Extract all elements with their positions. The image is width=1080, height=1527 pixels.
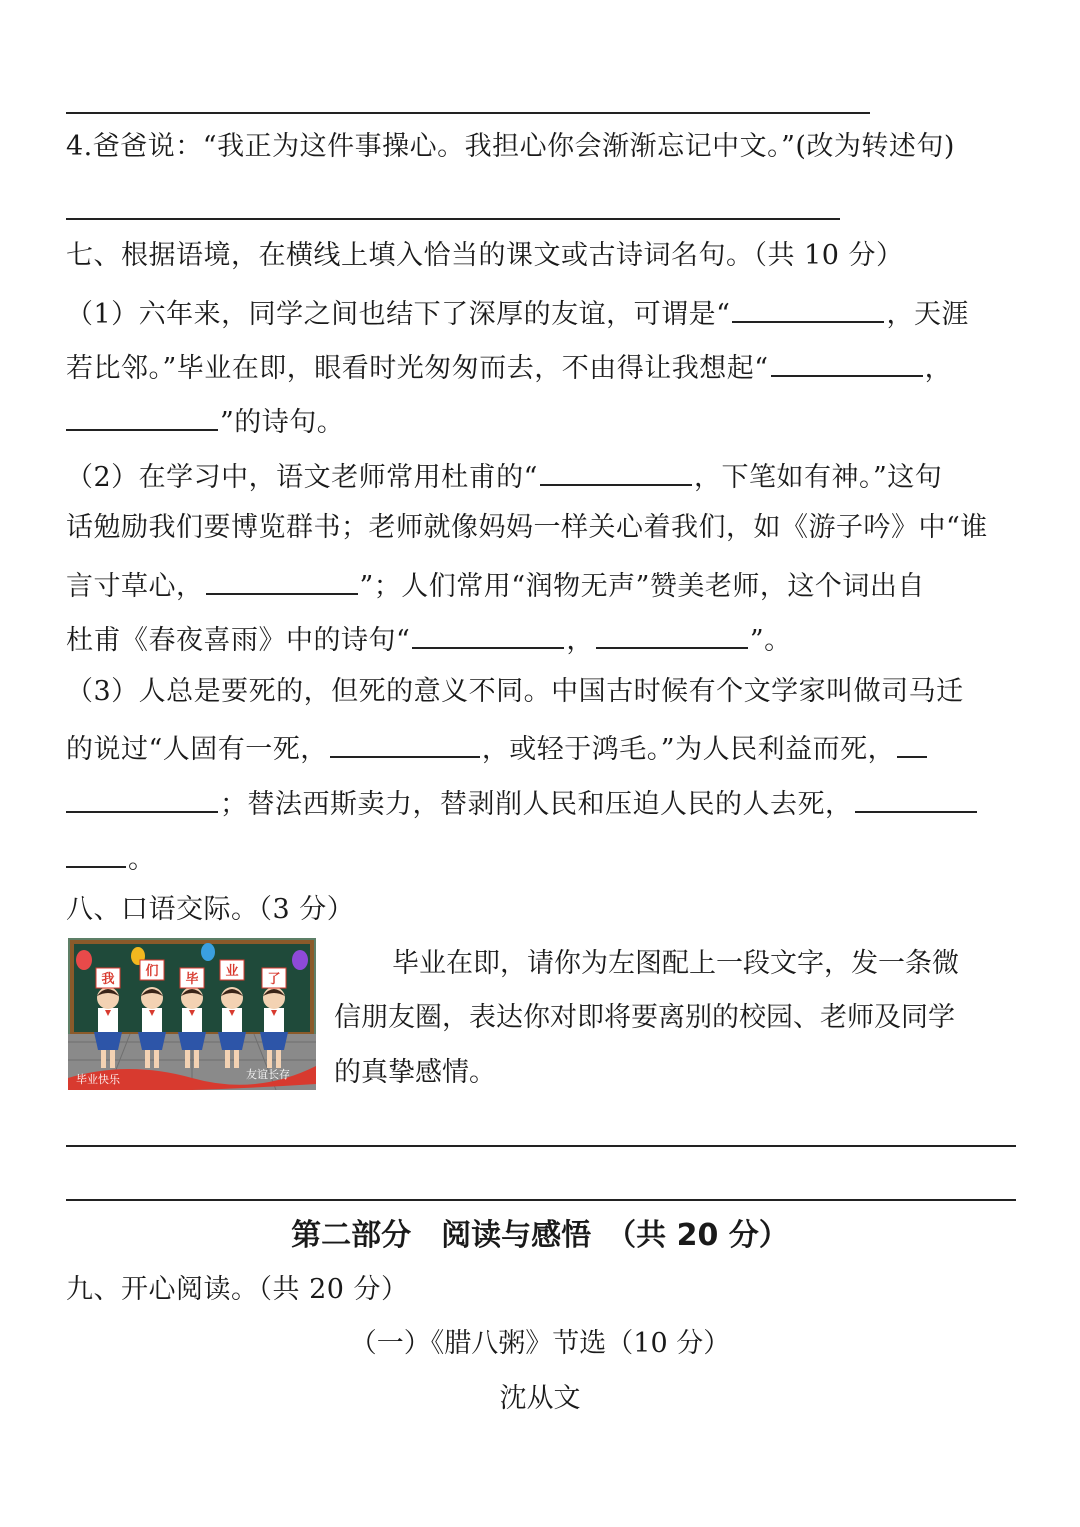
text: ；替法西斯卖力，替剥削人民和压迫人民的人去死， — [220, 789, 853, 820]
text: ，下笔如有神。”这句 — [693, 462, 943, 493]
answer-line — [66, 112, 870, 114]
section-7-item-2-line-3 — [66, 563, 1016, 607]
text: ，天涯 — [886, 299, 969, 330]
fill-blank[interactable] — [540, 454, 692, 486]
section-7-item-2-line-1 — [66, 454, 1016, 498]
fill-blank[interactable] — [66, 781, 218, 813]
text: （1）六年来，同学之间也结下了深厚的友谊，可谓是“ — [66, 299, 731, 330]
part-2-title: 第二部分 阅读与感悟 （共 20 分） — [291, 1218, 789, 1253]
card-character: 了 — [267, 972, 281, 987]
section-8-text-line-3: 的真挚感情。 — [334, 1057, 496, 1088]
ribbon-right-text: 友谊长存 — [246, 1068, 290, 1081]
character-card — [180, 968, 204, 988]
section-7-item-3-line-4 — [66, 836, 1016, 880]
card-character: 业 — [225, 964, 239, 979]
fill-blank[interactable] — [771, 345, 923, 377]
section-8-heading: 八、口语交际。（3 分） — [66, 894, 355, 925]
answer-line — [66, 1145, 1016, 1147]
text: 若比邻。”毕业在即，眼看时光匆匆而去，不由得让我想起“ — [66, 353, 769, 384]
reading-subheading: （一）《腊八粥》节选（10 分） — [349, 1328, 731, 1359]
answer-line — [66, 218, 840, 220]
text: ， — [924, 353, 953, 384]
character-card — [220, 960, 244, 980]
text: （2）在学习中，语文老师常用杜甫的“ — [66, 462, 538, 493]
answer-line — [66, 1199, 1016, 1201]
section-7-item-1-line-1 — [66, 291, 1016, 335]
text: ”。 — [749, 625, 792, 656]
graduation-picture — [68, 938, 316, 1090]
section-9-heading: 九、开心阅读。（共 20 分） — [66, 1274, 409, 1305]
text: 的说过“人固有一死， — [66, 734, 328, 765]
fill-blank[interactable] — [412, 617, 564, 649]
section-7-heading: 七、根据语境，在横线上填入恰当的课文或古诗词名句。（共 10 分） — [66, 240, 904, 271]
card-character: 毕 — [185, 972, 199, 987]
text: 言寸草心， — [66, 571, 204, 602]
section-7-item-2-line-4 — [66, 617, 1016, 661]
fill-blank[interactable] — [330, 726, 480, 758]
text: ”；人们常用“润物无声”赞美老师，这个词出自 — [359, 571, 925, 602]
character-card — [262, 968, 286, 988]
section-8-text-line-2: 信朋友圈，表达你对即将要离别的校园、老师及同学 — [334, 1002, 955, 1033]
fill-blank[interactable] — [596, 617, 748, 649]
text: 。 — [128, 844, 156, 875]
text: ， — [566, 625, 594, 656]
section-7-item-3-line-2 — [66, 726, 1016, 770]
fill-blank[interactable] — [66, 836, 126, 868]
fill-blank[interactable] — [206, 563, 358, 595]
text: ”的诗句。 — [220, 407, 345, 438]
section-7-item-1-line-2 — [66, 345, 1016, 389]
card-character: 我 — [101, 972, 115, 987]
ribbon-left-text: 毕业快乐 — [76, 1073, 120, 1086]
text: 杜甫《春夜喜雨》中的诗句“ — [66, 625, 411, 656]
text: ，或轻于鸿毛。”为人民利益而死， — [481, 734, 896, 765]
character-card — [96, 968, 120, 988]
section-7-item-1-line-3 — [66, 399, 1016, 443]
card-character: 们 — [145, 964, 159, 979]
reading-author: 沈从文 — [499, 1383, 581, 1414]
fill-blank[interactable] — [66, 399, 218, 431]
section-7-item-3-line-1: （3）人总是要死的，但死的意义不同。中国古时候有个文学家叫做司马迁 — [66, 676, 964, 707]
fill-blank[interactable] — [855, 781, 977, 813]
question-4: 4.爸爸说：“我正为这件事操心。我担心你会渐渐忘记中文。”(改为转述句) — [66, 131, 955, 162]
graduation-illustration — [68, 938, 316, 1090]
section-7-item-2-line-2: 话勉励我们要博览群书；老师就像妈妈一样关心着我们，如《游子吟》中“谁 — [66, 512, 988, 543]
fill-blank[interactable] — [732, 291, 884, 323]
section-8-text-line-1: 毕业在即，请你为左图配上一段文字，发一条微 — [392, 948, 959, 979]
fill-blank[interactable] — [897, 726, 927, 758]
character-card — [140, 960, 164, 980]
section-7-item-3-line-3 — [66, 781, 1016, 825]
